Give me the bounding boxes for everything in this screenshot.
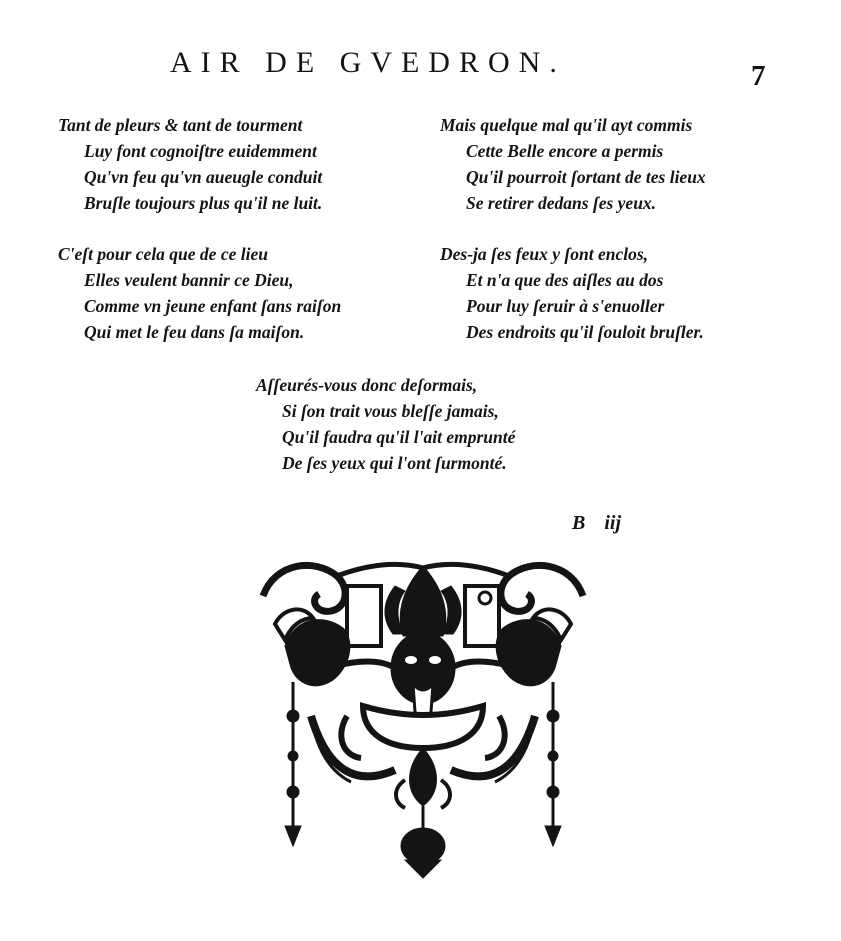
verse-line: Comme vn jeune enfant ſans raiſon (84, 296, 342, 316)
verse-line: Bruſle toujours plus qu'il ne luit. (84, 193, 323, 213)
verse-line: Qu'il pourroit ſortant de tes lieux (466, 167, 706, 187)
verse-line: Si ſon trait vous bleſſe jamais, (282, 401, 499, 421)
verse-line: Qu'il faudra qu'il l'ait emprunté (282, 427, 516, 447)
verse-line: Des endroits qu'il ſouloit bruſler. (466, 322, 704, 342)
verse-line: Qui met le feu dans ſa maiſon. (84, 322, 305, 342)
stanza-4 (440, 241, 704, 345)
verse-line: Luy font cognoiſtre euidemment (84, 141, 317, 161)
verse-line: Cette Belle encore a permis (466, 141, 664, 161)
verse-line: Des-ja ſes feux y ſont enclos, (440, 244, 649, 264)
stanza-5 (256, 372, 515, 476)
signature-mark: B iij (572, 512, 622, 534)
stanza-2 (440, 112, 706, 216)
verse-line: Se retirer dedans ſes yeux. (466, 193, 657, 213)
verse-line: Et n'a que des aiſles au dos (466, 270, 664, 290)
verse-line: C'eſt pour cela que de ce lieu (58, 244, 268, 264)
page-title: AIR DE GVEDRON. (170, 46, 566, 79)
verse-line: Mais quelque mal qu'il ayt commis (440, 115, 693, 135)
verse-line: Tant de pleurs & tant de tourment (58, 115, 303, 135)
stanza-1 (58, 112, 322, 216)
baroque-grotesque-ornament-icon (255, 556, 591, 885)
page-number: 7 (751, 60, 766, 92)
verse-line: Qu'vn feu qu'vn aueugle conduit (84, 167, 323, 187)
verse-line: Elles veulent bannir ce Dieu, (84, 270, 294, 290)
verse-line: Pour luy ſeruir à s'enuoller (466, 296, 665, 316)
verse-line: De ſes yeux qui l'ont ſurmonté. (282, 453, 507, 473)
stanza-3 (58, 241, 341, 345)
verse-line: Aſſeurés-vous donc deſormais, (256, 375, 478, 395)
